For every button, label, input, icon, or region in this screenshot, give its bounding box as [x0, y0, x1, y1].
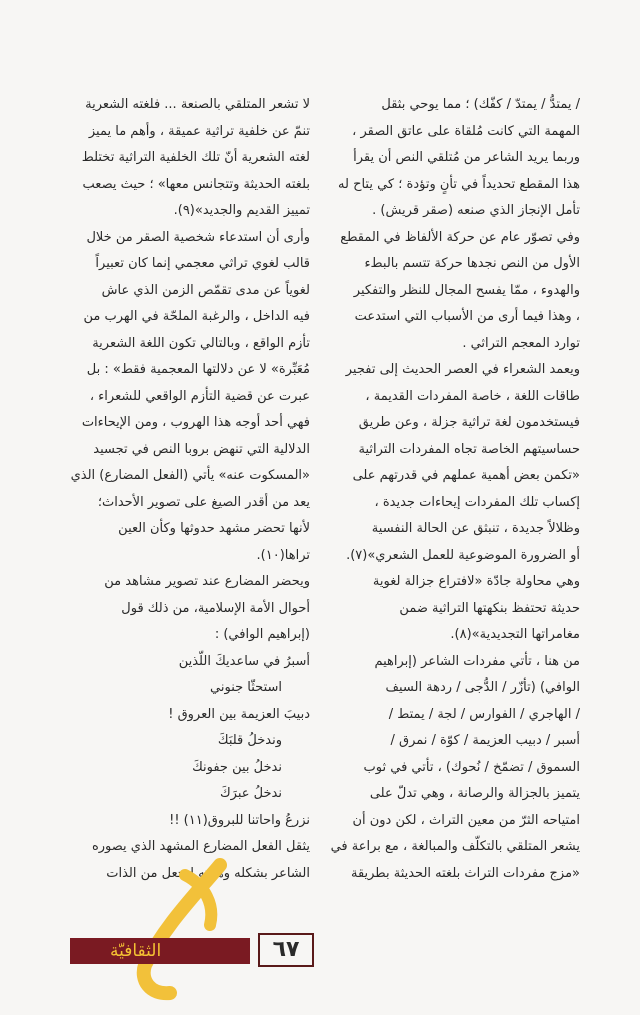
poem-line: استحثّا جنوني [210, 680, 282, 695]
text-line: / يمتدُّ / يمتدّ / كفّك) ؛ مما يوحي بثقل [381, 97, 580, 112]
text-line: / الهاجري / الفوارس / لجة / يمتط / [388, 706, 580, 722]
text-line: تأزم الواقع ، وبالتالي تكون اللغة الشعرية [92, 335, 310, 351]
text-line: (إبراهيم الوافي) : [214, 627, 310, 642]
text-line: وهي محاولة جادّة «لافتراع جزالة لغوية [372, 574, 580, 589]
text-line: أسبر / دبيب العزيمة / كوّة / نمرق / [390, 733, 580, 748]
text-line: وظلالاً جديدة ، تنبثق عن الحالة النفسية [371, 521, 580, 536]
text-line: الشاعر بشكله وهيئته ليجعل من الذات [106, 865, 310, 881]
left-column-text-before-poem [70, 92, 310, 649]
text-line: فيه الداخل ، والرغبة الملحّة في الهرب من [83, 309, 310, 324]
text-line: أحوال الأمة الإسلامية، من ذلك قول [121, 600, 310, 616]
text-line: السموق / تضمّخ / نُحوك) ، تأتي في ثوب [363, 759, 580, 775]
page-number: ٦٧ [258, 933, 314, 967]
text-line: لغوياً عن مدى تقمّص الزمن الذي عاش [101, 282, 310, 298]
text-line: تنمّ عن خلفية تراثية عميقة ، وأهم ما يميز [88, 123, 310, 139]
poem-line: ندخلُ عبرَكَ [219, 786, 282, 801]
text-line: «المسكوت عنه» يأتي (الفعل المضارع) الذي [70, 468, 310, 483]
text-line: الوافي) (تأزّر / الدُّجى / ردهة السيف [385, 680, 580, 695]
text-line: طاقات اللغة ، خاصة المفردات القديمة ، [365, 388, 580, 404]
text-line: ، وهذا فيما أرى من الأسباب التي استدعت [354, 309, 580, 324]
magazine-name: الثقافيّة [110, 941, 162, 961]
page-footer [70, 933, 320, 969]
text-line: فيستخدمون لغة تراثية جزلة ، وعن طريق [358, 415, 580, 430]
text-line: وفي تصوّر عام عن حركة الألفاظ في المقطع [340, 229, 580, 245]
poem-line: ندخلُ بين جفونكَ [192, 759, 282, 775]
text-line: بلغته الحديثة وتتجانس معها» ؛ حيث يصعب [82, 176, 310, 192]
text-line: يشعر المتلقي بالتكلّف والمبالغة ، مع براعة في [330, 839, 580, 854]
text-line: تأمل الإنجاز الذي صنعه (صقر قريش) . [372, 203, 580, 218]
right-column [318, 92, 580, 887]
text-line: يتميز بالجزالة والرصانة ، وهي تدلّ على [369, 786, 580, 801]
text-line: من هنا ، تأتي مفردات الشاعر (إبراهيم [374, 653, 580, 669]
text-line: توارد المعجم التراثي . [462, 335, 580, 351]
text-line: مُعَبِّرة» لا عن دلالتها المعجمية فقط» : بل [86, 362, 310, 377]
text-line: تراها(١٠). [256, 547, 310, 563]
text-line: يعد من أقدر الصيغ على تصوير الأحداث؛ [97, 494, 310, 510]
text-line: الأول من النص نجدها حركة تتسم بالبطء [364, 256, 580, 271]
text-line: قالب لغوي تراثي معجمي إنما كان تعبيراً [95, 256, 310, 271]
text-line: ويحضر المضارع عند تصوير مشاهد من [104, 574, 310, 589]
left-column [70, 92, 310, 887]
text-line: أو الضرورة الموضوعية للعمل الشعري»(٧). [346, 547, 580, 563]
text-line: تمييز القديم والجديد»(٩). [173, 203, 310, 218]
text-line: ويعمد الشعراء في العصر الحديث إلى تفجير [345, 362, 580, 377]
poem-line: نزرعُ واحاتنا للبروق(١١) !! [169, 812, 310, 828]
text-line: «مزج مفردات التراث بلغته الحديثة بطريقة [350, 865, 580, 881]
text-line: عبرت عن قضية التأزم الواقعي للشعراء ، [89, 388, 310, 404]
text-line: فهي أحد أوجه هذا الهروب ، ومن الإيحاءات [81, 415, 310, 430]
text-line: يثقل الفعل المضارع المشهد الذي يصوره [91, 839, 310, 854]
poem-line: دبيبَ العزيمة بين العروق ! [168, 706, 310, 722]
poem-line: وندخلُ قلبَكَ [217, 733, 282, 748]
text-line: «تكمن بعض أهمية عملهم في قدرتهم على [352, 468, 580, 483]
poem [70, 649, 310, 835]
text-line: الدلالية التي تنهض بروبا النص في تجسيد [93, 441, 310, 457]
text-line: لا تشعر المتلقي بالصنعة ... فلغته الشعرية [85, 97, 310, 112]
text-line: حديثة تحتفظ بنكهتها التراثية ضمن [399, 600, 580, 616]
text-line: لأنها تحضر مشهد حدوثها وكأن العين [118, 521, 310, 536]
text-line: إكساب تلك المفردات إيحاءات جديدة ، [374, 494, 580, 510]
text-line: هذا المقطع تحديداً في تأنٍ وتؤدة ؛ كي يتاح له [338, 176, 580, 192]
text-line: مغامراتها التجديدية»(٨). [450, 627, 580, 642]
magazine-logo-icon [125, 855, 245, 1005]
text-line: المهمة التي كانت مُلقاة على عاتق الصقر ، [352, 123, 580, 139]
text-line: وأرى أن استدعاء شخصية الصقر من خلال [86, 229, 310, 245]
text-line: والهدوء ، ممّا يفسح المجال للنظر والتفكير [353, 282, 580, 298]
text-line: لغته الشعرية أنّ تلك الخلفية التراثية تختلط [81, 150, 310, 165]
text-line: حساسيتهم الخاصة تجاه المفردات التراثية [358, 441, 580, 457]
poem-line: أسبرُ في ساعديكَ اللّذين [178, 653, 310, 669]
text-line: وربما يريد الشاعر من مُتلقي النص أن يقرأ [353, 150, 580, 165]
text-line: امتياحه الثرّ من معين التراث ، لكن دون أن [352, 812, 580, 828]
